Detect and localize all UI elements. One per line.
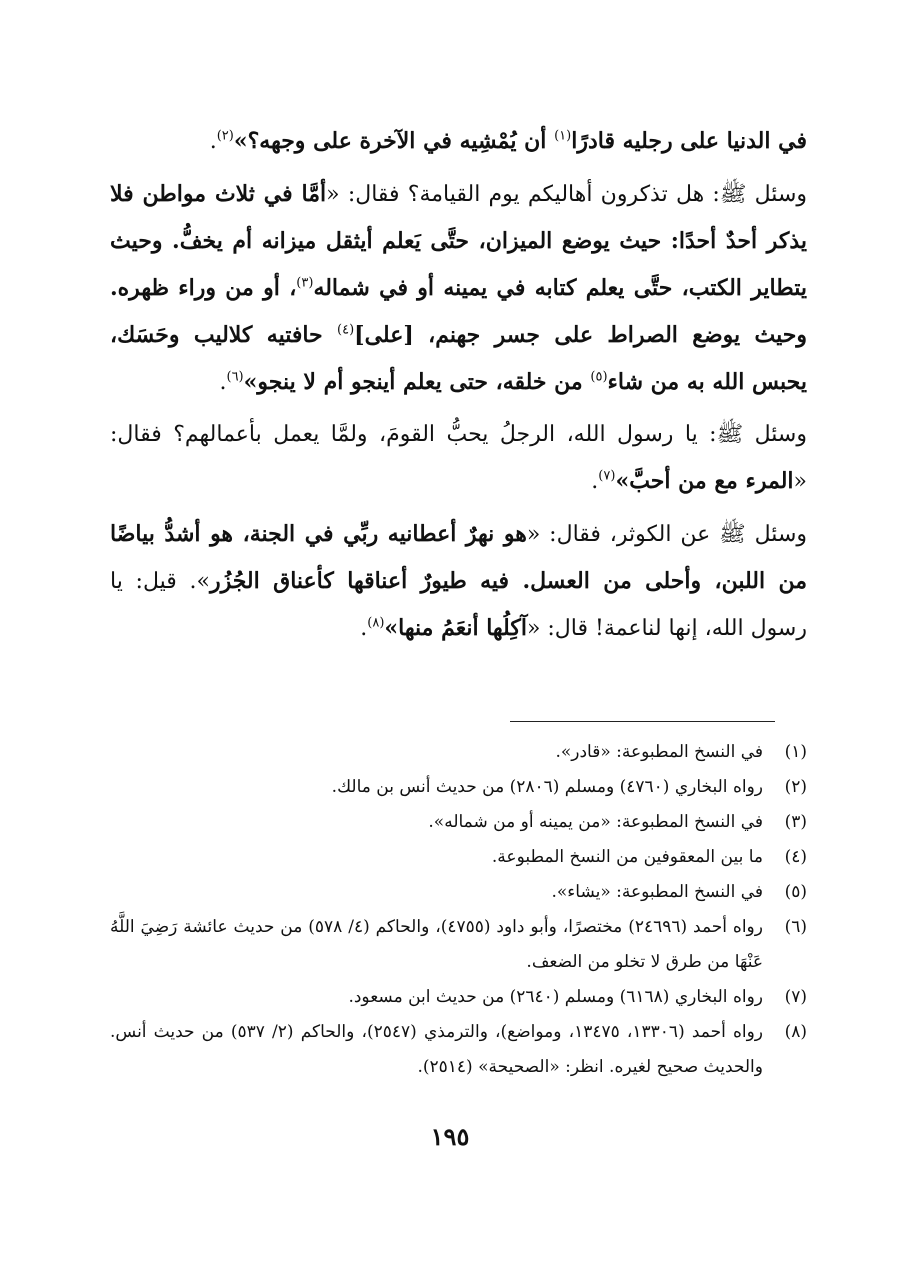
text-span: أن يُمْشِيه في الآخرة على وجهه؟»	[233, 128, 555, 154]
footnote-ref[interactable]: (٣)	[296, 275, 314, 291]
footnote-ref[interactable]: (٧)	[598, 468, 616, 484]
text-span: المرء مع من أحبَّ»	[615, 468, 794, 494]
footnote-number: (٧)	[784, 987, 807, 1007]
footnote-number: (٣)	[784, 812, 807, 832]
footnote-number: (٦)	[784, 917, 807, 937]
text-span: ، أو من وراء ظهره. وحيث يوضع الصراط على جسر جهنم، [على]	[110, 275, 807, 348]
text-span: في الدنيا على رجليه قادرًا	[571, 128, 807, 154]
footnote-ref[interactable]: (٨)	[367, 615, 385, 631]
text-span: أمَّا في ثلاث مواطن فلا يذكر أحدٌ أحدًا: حيث يوضع الميزان، حتَّى يَعلم أيثقل ميزانه أم يخفُّ. وحيث يتطاير الكتب، حتَّى يعلم كتابه في يمينه أو في شماله	[110, 181, 807, 301]
page-number: ١٩٥	[430, 1122, 470, 1151]
text-span: حافتيه كلاليب وحَسَك، يحبس الله به من شاء	[110, 322, 807, 395]
text-span: وسئل ﷺ: هل تذكرون أهاليكم يوم القيامة؟ فقال: «	[326, 182, 807, 207]
footnote-item	[110, 910, 807, 980]
footnote-divider	[510, 721, 775, 722]
paragraph	[110, 412, 807, 505]
footnote-ref[interactable]: (٢)	[216, 128, 234, 144]
footnote-number: (٢)	[784, 777, 807, 797]
footnote-text: رواه أحمد (١٣٣٠٦، ١٣٤٧٥، ومواضع)، والترمذي (٢٥٤٧)، والحاكم (٢/ ٥٣٧) من حديث أنس. والحديث صحيح لغيره. انظر: «الصحيحة» (٢٥١٤).	[110, 1022, 764, 1077]
text-span: وسئل ﷺ عن الكوثر، فقال: «	[526, 522, 807, 547]
text-span: .	[360, 616, 368, 641]
footnote-text: رواه البخاري (٦١٦٨) ومسلم (٢٦٤٠) من حديث ابن مسعود.	[348, 987, 763, 1007]
text-span: .	[209, 129, 217, 154]
text-span: من خلقه، حتى يعلم أينجو أم لا ينجو»	[243, 369, 591, 395]
footnote-item	[110, 840, 807, 875]
footnote-number: (١)	[784, 742, 807, 762]
footnote-text: رواه أحمد (٢٤٦٩٦) مختصرًا، وأبو داود (٤٧٥٥)، والحاكم (٤/ ٥٧٨) من حديث عائشة رَضِيَ اللَّهُ عَنْهَا من طرق لا تخلو من الضعف.	[110, 917, 763, 972]
footnote-text: في النسخ المطبوعة: «يشاء».	[551, 882, 763, 902]
paragraph	[110, 118, 807, 165]
footnote-number: (٥)	[784, 882, 807, 902]
footnote-text: في النسخ المطبوعة: «من يمينه أو من شماله».	[428, 812, 763, 832]
footnotes-section	[110, 735, 807, 1085]
text-span: ». قيل: يا رسول الله، إنها لناعمة! قال: «	[110, 569, 807, 641]
footnote-item	[110, 1015, 807, 1085]
paragraph	[110, 511, 807, 652]
text-span: وسئل ﷺ: يا رسول الله، الرجلُ يحبُّ القومَ، ولمَّا يعمل بأعمالهم؟ فقال: «	[110, 422, 807, 494]
footnote-ref[interactable]: (١)	[554, 128, 572, 144]
footnote-item	[110, 770, 807, 805]
footnote-item	[110, 980, 807, 1015]
paragraph	[110, 171, 807, 406]
main-text	[110, 118, 807, 658]
footnote-text: في النسخ المطبوعة: «قادر».	[555, 742, 763, 762]
footnote-item	[110, 875, 807, 910]
text-span: هو نهرٌ أعطانيه ربِّي في الجنة، هو أشدُّ بياضًا من اللبن، وأحلى من العسل. فيه طيورٌ أعناقها كأعناق الجُزُر	[110, 521, 807, 594]
footnote-ref[interactable]: (٥)	[590, 369, 608, 385]
footnote-text: ما بين المعقوفين من النسخ المطبوعة.	[491, 847, 763, 867]
footnote-item	[110, 805, 807, 840]
text-span: .	[219, 370, 227, 395]
footnote-ref[interactable]: (٦)	[226, 369, 244, 385]
footnote-ref[interactable]: (٤)	[337, 322, 355, 338]
footnote-number: (٨)	[784, 1022, 807, 1042]
text-span: آكِلُها أنعَمُ منها»	[384, 615, 527, 641]
footnote-number: (٤)	[784, 847, 807, 867]
footnote-text: رواه البخاري (٤٧٦٠) ومسلم (٢٨٠٦) من حديث أنس بن مالك.	[331, 777, 763, 797]
text-span: .	[591, 469, 599, 494]
footnote-item	[110, 735, 807, 770]
